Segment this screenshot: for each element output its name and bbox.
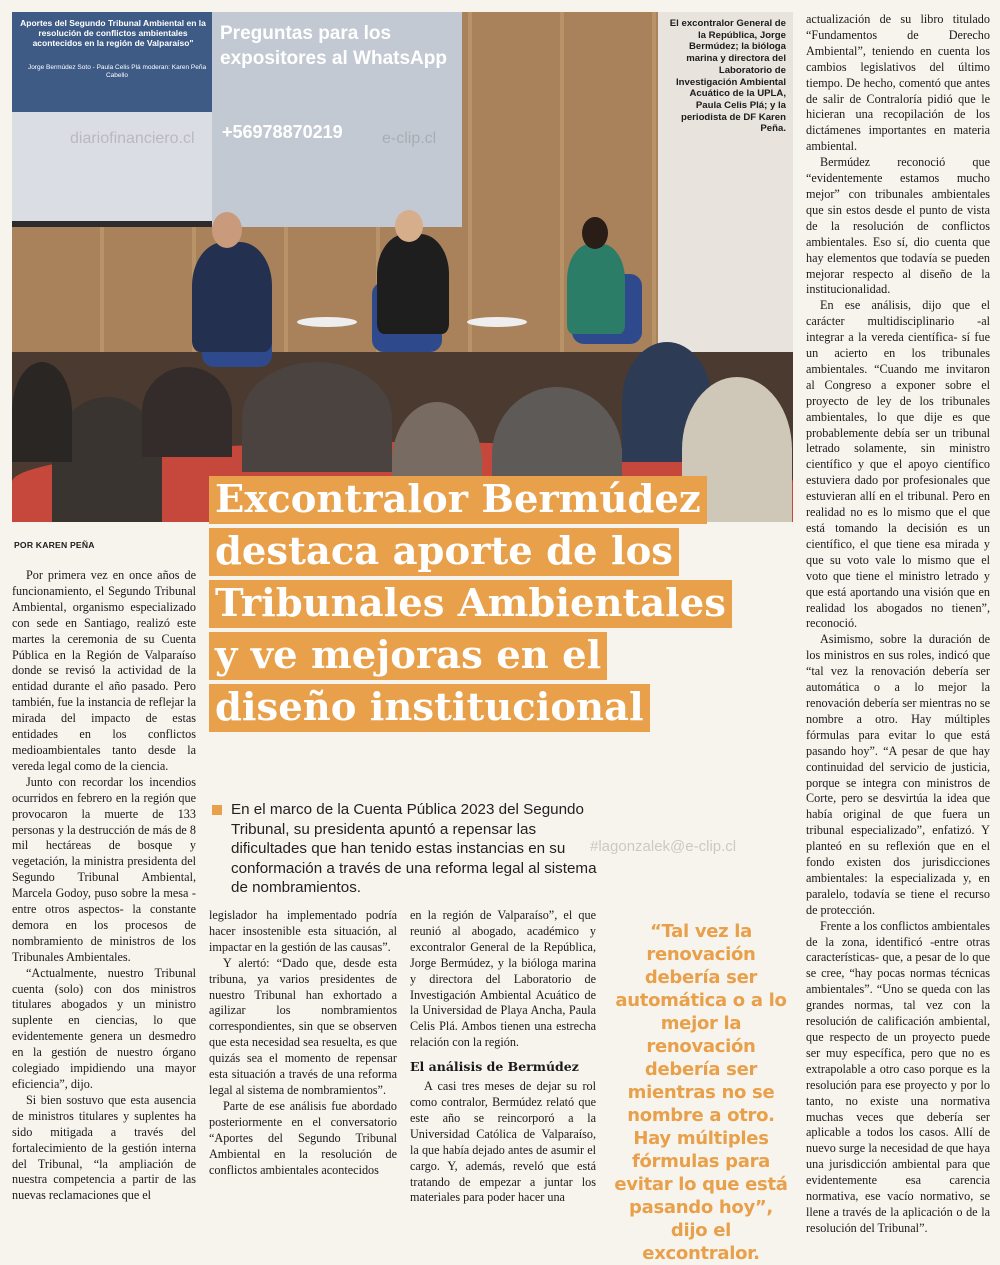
lead-marker bbox=[212, 805, 222, 815]
side-table-2 bbox=[467, 317, 527, 327]
audience-member bbox=[142, 367, 232, 457]
paragraph: Si bien sostuvo que esta ausencia de ministros titulares y suplentes ha sido mitigada a través del fortalecimiento de la gestión interna del Tribunal, “la ampliación de nuestra competencia a partir de las nuevas reclamaciones que el bbox=[12, 1092, 196, 1203]
paragraph: Junto con recordar los incendios ocurridos en febrero en la región que provocaron la muerte de 133 personas y la destrucción de más de 8 mil hectáreas de bosque y vegetación, la ministra presidenta del Segundo Tribunal Ambiental, Marcela Godoy, puso sobre la mesa -entre otros aspectos- la constante demora en los procesos de nombramiento de ministros de los Tribunales Ambientales. bbox=[12, 774, 196, 964]
article-photo bbox=[12, 12, 793, 520]
paragraph: Bermúdez reconoció que “evidentemente estamos mucho mejor” con tribunales ambientales que sin estos desde el punto de vista de la resolución de conflictos ambientales. Eso sí, dio cuenta que hay elementos que todavía se pueden mejorar respecto al diseño de la institucionalidad. bbox=[806, 155, 990, 297]
panelist-celis bbox=[377, 234, 449, 334]
headline-line-4: y ve mejoras en el bbox=[209, 632, 607, 680]
subheading: El análisis de Bermúdez bbox=[410, 1059, 579, 1075]
paragraph: Y alertó: “Dado que, desde esta tribuna, ya varios presidentes de nuestro Tribunal han exhortado a agilizar los nombramientos correspondientes, sin que se observen que esta necesidad sea resuelta, es que quizás sea el momento de repensar esta situación a través de una reforma legal al sistema de nombramientos”. bbox=[209, 955, 397, 1097]
headline bbox=[209, 476, 789, 736]
column-3 bbox=[410, 908, 596, 1206]
panelist-head-3 bbox=[582, 217, 608, 249]
watermark-right: e-clip.cl bbox=[382, 130, 437, 147]
side-table-1 bbox=[297, 317, 357, 327]
paragraph: “Actualmente, nuestro Tribunal cuenta (solo) con dos ministros titulares abogados y un ministro suplente en ciencias, lo que evidentemente genera un desmedro en la gestión de nuestro órgano colegiado impidiendo una mayor eficiencia”, dijo. bbox=[12, 965, 196, 1091]
byline: POR KAREN PEÑA bbox=[14, 540, 95, 550]
audience-member bbox=[242, 362, 392, 472]
panelist-bermudez bbox=[192, 242, 272, 352]
paragraph: A casi tres meses de dejar su rol como contralor, Bermúdez relató que este año se reincorporó a la Universidad Católica de Valparaíso, la que había dejado antes de asumir el cargo. Y, además, reveló que está tratando de empezar a juntar los materiales para poder hacer una bbox=[410, 1079, 596, 1205]
lead-text: En el marco de la Cuenta Pública 2023 del Segundo Tribunal, su presidenta apuntó a repensar las dificultades que han tenido estas instancias en su conformación a través de una reforma legal al sistema de nombramientos. bbox=[231, 801, 597, 896]
paragraph: Asimismo, sobre la duración de los ministros en sus roles, indicó que “tal vez la renovación debería ser automática o a lo mejor la renovación debería ser mientras no se nombre a otro. Hay múltiples fórmulas para evitar lo que está pasando hoy”. “A pesar de que hay continuidad del servicio de justicia, porque se integra con ministros de Corte, pero se desvirtúa la idea que había original de que fuera un tribunal especializado”, enfatizó. Y planteó en su reflexión que en el fondo existen dos jurisdicciones ambientales: la especializada y, en paralelo, todavía se tiene el recurso de protección. bbox=[806, 632, 990, 917]
column-2 bbox=[209, 908, 397, 1178]
headline-line-2: destaca aporte de los bbox=[209, 528, 679, 576]
watermark-left: diariofinanciero.cl bbox=[70, 130, 195, 147]
paragraph: En ese análisis, dijo que el carácter multidisciplinario -al integrar a la vereda científica- sí fue un acierto en los tribunales ambientales. “Cuando me invitaron al Congreso a exponer sobre el proyecto de ley de los tribunales ambientales, lo que dije es que probablemente debía ser un tribunal letrado solamente, sin ministro científico y que el apoyo científico estuviera dado por profesionales que estuvieran allí en el tribunal. Pero en realidad no es lo mismo que el que está tomando la decisión es un científico, el que tiene esa mirada y que su voto vale lo mismo que el voto que tiene el ministro letrado y que está aportando una visión que en realidad los abogados no tienen”, reconoció. bbox=[806, 298, 990, 631]
screen-question: Preguntas para los expositores al WhatsApp bbox=[220, 23, 447, 69]
column-1 bbox=[12, 568, 196, 1204]
paragraph: Frente a los conflictos ambientales de la zona, identificó -entre otras características- que, a pesar de lo que se cree, “hay pocas normas técnicas ambientales”. “Uno se queda con las grandes normas, tal vez con la resolución de calificación ambiental, que respecto de un proyecto puede ser muy específica, pero que no es extrapolable a otro caso porque es la resolución para ese proyecto y por lo tanto, no existe una normativa muchas veces que debería ser aplicable a todos los casos. Allí de nuevo surge la necesidad de que haya una jurisdicción ambiental para que evidentemente esa carencia normativa, ese vacío normativo, se llene a través de la aplicación o de la resolución del Tribunal”. bbox=[806, 918, 990, 1235]
panelist-head-2 bbox=[395, 210, 423, 242]
panelist-pena bbox=[567, 244, 625, 334]
lead-paragraph bbox=[209, 800, 599, 898]
paragraph: legislador ha implementado podría hacer insostenible esta situación, al impactar en la gestión de las causas”. bbox=[209, 908, 397, 954]
projection-screen bbox=[12, 12, 462, 227]
screen-title: Aportes del Segundo Tribunal Ambiental en la resolución de conflictos ambientales acontecidos en la región de Valparaíso" bbox=[20, 18, 206, 49]
screen-phone: +56978870219 bbox=[222, 122, 343, 142]
headline-line-5: diseño institucional bbox=[209, 684, 650, 732]
watermark-mid: #lagonzalek@e-clip.cl bbox=[590, 838, 737, 855]
column-4 bbox=[806, 12, 990, 1237]
photo-caption: El excontralor General de la República, Jorge Bermúdez; la bióloga marina y directora del Laboratorio de Investigación Ambiental Acuático de la UPLA, Paula Celis Plá; y la periodista de DF Karen Peña. bbox=[669, 18, 786, 135]
panelist-head-1 bbox=[212, 212, 242, 248]
paragraph: en la región de Valparaíso”, el que reunió al abogado, académico y excontralor General de la República, Jorge Bermúdez, y la bióloga marina y directora del Laboratorio de Investigación Ambiental Acuático de la Universidad de Playa Ancha, Paula Celis Plá. Ambos tienen una estrecha relación con la región. bbox=[410, 908, 596, 1050]
headline-line-3: Tribunales Ambientales bbox=[209, 580, 732, 628]
paragraph: actualización de su libro titulado “Fundamentos de Derecho Ambiental”, teniendo en cuenta los cambios legislativos del último tiempo. De hecho, comentó que antes de salir de Contraloría pidió que le hicieran una recopilación de los dictámenes importantes en materia ambiental. bbox=[806, 12, 990, 154]
paragraph: Parte de ese análisis fue abordado posteriormente en el conversatorio “Aportes del Segundo Tribunal Ambiental en la resolución de conflictos ambientales acontecidos bbox=[209, 1098, 397, 1177]
screen-names: Jorge Bermúdez Soto - Paula Celis Plá moderan: Karen Peña Cabello bbox=[27, 64, 207, 80]
headline-line-1: Excontralor Bermúdez bbox=[209, 476, 707, 524]
pull-quote: “Tal vez la renovación debería ser automática o a lo mejor la renovación debería ser mientras no se nombre a otro. Hay múltiples fórmulas para evitar lo que está pasando hoy”, dijo el excontralor. bbox=[614, 921, 788, 1264]
paragraph: Por primera vez en once años de funcionamiento, el Segundo Tribunal Ambiental, organismo especializado con sede en Santiago, realizó este martes la ceremonia de su Cuenta Pública en la Región de Valparaíso donde se revisó la actividad de la entidad durante el año pasado. Pero también, fue la instancia de reflejar la mirada del impacto de estas entidades en los conflictos medioambientales tanto desde la vereda legal como de la ciencia. bbox=[12, 568, 196, 773]
audience-member bbox=[12, 362, 72, 462]
